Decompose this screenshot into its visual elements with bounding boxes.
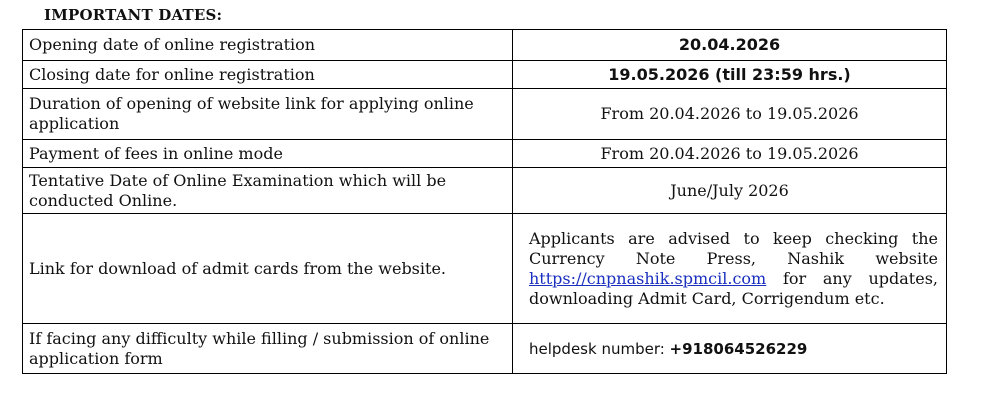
helpdesk-number: +918064526229 xyxy=(669,339,808,358)
table-row xyxy=(23,30,947,61)
admit-card-note: Applicants are advised to keep checking the Currency Note Press, Nashik website xyxy=(529,228,938,268)
website-link[interactable]: https://cnpnashik.spmcil.com xyxy=(529,268,767,288)
row-label: Link for download of admit cards from the website. xyxy=(23,214,513,324)
important-dates-table xyxy=(22,29,947,374)
row-value: 20.04.2026 xyxy=(513,30,947,61)
row-value xyxy=(513,214,947,324)
row-value: From 20.04.2026 to 19.05.2026 xyxy=(513,140,947,168)
table-row xyxy=(23,324,947,374)
row-value: From 20.04.2026 to 19.05.2026 xyxy=(513,89,947,140)
page-title: IMPORTANT DATES: xyxy=(44,6,223,24)
row-label: Tentative Date of Online Examination which will be conducted Online. xyxy=(23,168,513,214)
admit-card-note-end: for any updates, downloading Admit Card, Corrigendum etc. xyxy=(529,268,938,308)
helpdesk-label: helpdesk number: xyxy=(529,339,670,358)
table-row xyxy=(23,214,947,324)
table-row xyxy=(23,168,947,214)
table-row xyxy=(23,61,947,89)
table-row xyxy=(23,89,947,140)
row-value xyxy=(513,324,947,374)
table-row xyxy=(23,140,947,168)
row-value: 19.05.2026 (till 23:59 hrs.) xyxy=(513,61,947,89)
row-value: June/July 2026 xyxy=(513,168,947,214)
row-label: If facing any difficulty while filling / submission of online application form xyxy=(23,324,513,374)
row-label: Opening date of online registration xyxy=(23,30,513,61)
row-label: Closing date for online registration xyxy=(23,61,513,89)
row-label: Duration of opening of website link for applying online application xyxy=(23,89,513,140)
row-label: Payment of fees in online mode xyxy=(23,140,513,168)
